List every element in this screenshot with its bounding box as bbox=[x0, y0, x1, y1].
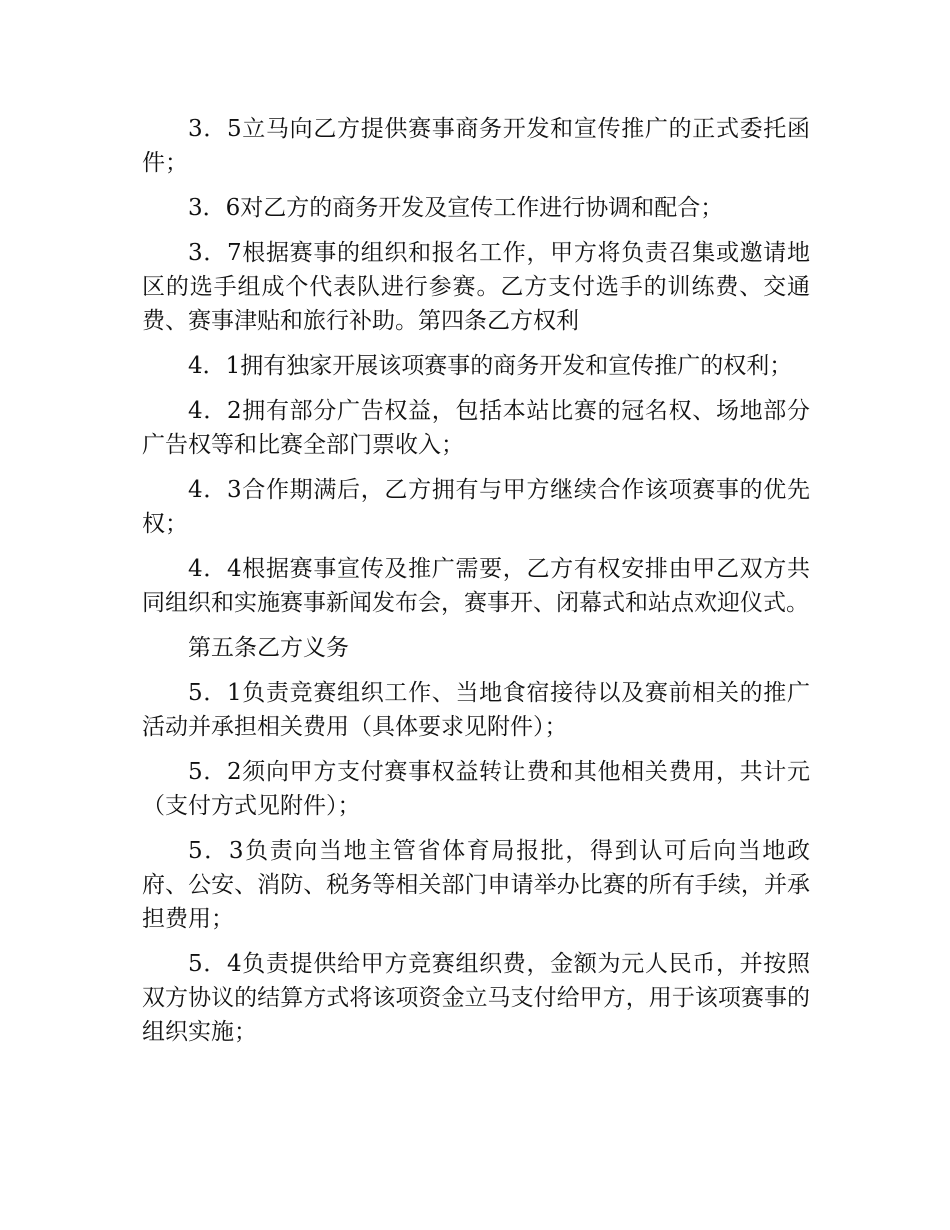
paragraph-5-3: 5．3负责向当地主管省体育局报批，得到认可后向当地政府、公安、消防、税务等相关部门申请举办比赛的所有手续，并承担费用； bbox=[142, 838, 810, 932]
paragraph-5-1: 5．1负责竞赛组织工作、当地食宿接待以及赛前相关的推广活动并承担相关费用（具体要求见附件）； bbox=[142, 680, 810, 740]
paragraph-4-4: 4．4根据赛事宣传及推广需要，乙方有权安排由甲乙双方共同组织和实施赛事新闻发布会，赛事开、闭幕式和站点欢迎仪式。 bbox=[142, 556, 810, 616]
paragraph-5-4: 5．4负责提供给甲方竞赛组织费，金额为元人民币，并按照双方协议的结算方式将该项资金立马支付给甲方，用于该项赛事的组织实施； bbox=[142, 951, 810, 1045]
paragraph-3-7: 3．7根据赛事的组织和报名工作，甲方将负责召集或邀请地区的选手组成个代表队进行参赛。乙方支付选手的训练费、交通费、赛事津贴和旅行补助。第四条乙方权利 bbox=[142, 240, 810, 334]
paragraph-3-5: 3．5立马向乙方提供赛事商务开发和宣传推广的正式委托函件； bbox=[142, 116, 810, 176]
paragraph-4-2: 4．2拥有部分广告权益，包括本站比赛的冠名权、场地部分广告权等和比赛全部门票收入； bbox=[142, 398, 810, 458]
paragraph-3-6: 3．6对乙方的商务开发及宣传工作进行协调和配合； bbox=[188, 195, 724, 221]
paragraph-5-2: 5．2须向甲方支付赛事权益转让费和其他相关费用，共计元（支付方式见附件）； bbox=[142, 759, 810, 819]
paragraph-4-1: 4．1拥有独家开展该项赛事的商务开发和宣传推广的权利； bbox=[188, 353, 793, 379]
section-heading-article-5: 第五条乙方义务 bbox=[188, 635, 349, 661]
document-body bbox=[142, 112, 810, 1060]
paragraph-4-3: 4．3合作期满后，乙方拥有与甲方继续合作该项赛事的优先权； bbox=[142, 477, 810, 537]
